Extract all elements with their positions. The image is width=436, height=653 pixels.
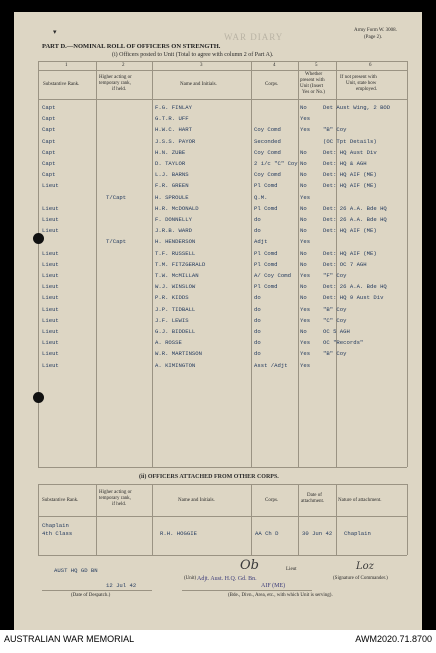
grid-line <box>38 467 407 468</box>
cell-name: F.R. GREEN <box>155 182 189 190</box>
header-absent-3: employed. <box>356 87 377 92</box>
cell-employed: Det Aust Wing, 2 BOD <box>323 104 391 111</box>
cell-name: H.R. McDONALD <box>155 204 199 212</box>
header-present-2: present with <box>300 78 325 83</box>
cell-rank: Lieut <box>42 216 59 223</box>
officer-title: Adjt. Aust. H.Q. Gd. Bn. <box>197 576 257 582</box>
cell-present: No <box>300 204 307 212</box>
cell-employed: (OC Tpt Details) <box>323 137 377 145</box>
col-number: 4 <box>273 63 276 68</box>
cell-rank: Lieut <box>42 361 59 369</box>
cell-rank: Capt <box>42 126 56 134</box>
header-absent-2: Unit, state how <box>346 81 377 86</box>
cell-present: No <box>300 104 307 111</box>
cell-present: No <box>300 294 307 302</box>
ii-header-date-2: attachment. <box>301 499 325 504</box>
cell-rank: Lieut <box>42 272 59 279</box>
punch-hole <box>33 233 44 244</box>
cell-rank: Lieut <box>42 316 59 324</box>
cell-present: No <box>300 283 307 291</box>
punch-hole <box>33 392 44 403</box>
cell-name: J.R.B. WARD <box>155 227 192 235</box>
cell-employed: "B" Coy <box>323 126 347 134</box>
cell-rank: Lieut <box>42 339 59 347</box>
header-acting-2: temporary rank, <box>99 81 131 86</box>
col-number: 1 <box>65 63 68 68</box>
grid-line <box>38 70 407 71</box>
grid-line <box>38 555 407 556</box>
despatch-date: 12 Jul 42 <box>106 582 137 589</box>
cell-rank: Lieut <box>42 294 59 302</box>
col-number: 6 <box>369 63 372 68</box>
ii-header-acting-1: Higher acting or <box>99 490 132 495</box>
ii-cell-nature: Chaplain <box>344 530 371 537</box>
unit-name: AUST HQ GD BN <box>54 567 98 574</box>
cell-employed: Det: HQ AIF (ME) <box>323 171 377 179</box>
cell-name: F.G. FINLAY <box>155 104 192 111</box>
grid-line <box>38 484 39 555</box>
cell-name: J.P. TIDBALL <box>155 305 196 313</box>
cell-rank: Lieut <box>42 182 59 190</box>
cell-employed: "C" Coy <box>323 316 347 324</box>
header-acting-1: Higher acting or <box>99 75 132 80</box>
ii-cell-rank-2: 4th Class <box>42 530 73 537</box>
cell-name: J.S.S. PAYOR <box>155 137 196 145</box>
cell-employed: Det: OC 7 AGH <box>323 260 367 268</box>
header-acting-3: if held. <box>112 87 127 92</box>
grid-line <box>38 61 39 467</box>
ii-header-acting-2: temporary rank, <box>99 496 131 501</box>
cell-employed: Det: HQ & AGH <box>323 160 367 167</box>
grid-line <box>407 484 408 555</box>
cell-corps: Coy Comd <box>254 148 281 156</box>
grid-line <box>96 61 97 467</box>
grid-line <box>251 61 252 467</box>
commander-signature: Loz <box>356 561 374 572</box>
cell-name: L.J. BARNS <box>155 171 189 179</box>
cell-present: Yes <box>300 272 311 279</box>
cell-name: P.R. KIDDS <box>155 294 189 302</box>
cell-present: Yes <box>300 316 311 324</box>
cell-acting: T/Capt <box>106 238 127 246</box>
cell-present: No <box>300 171 307 179</box>
cell-employed: "B" Coy <box>323 305 347 313</box>
cell-corps: Pl Comd <box>254 249 278 257</box>
cell-name: D. TAYLOR <box>155 160 186 167</box>
cell-name: T.W. McMILLAN <box>155 272 199 279</box>
cell-acting: T/Capt <box>106 193 127 201</box>
officer-force: AIF (ME) <box>261 583 286 589</box>
col-number: 3 <box>200 63 203 68</box>
cell-present: No <box>300 227 307 235</box>
cell-rank: Lieut <box>42 249 59 257</box>
cell-corps: Pl Comd <box>254 204 278 212</box>
part-d-subtitle: (i) Officers posted to Unit (Total to agree with column 2 of Part A). <box>112 52 274 58</box>
cell-name: W.J. WINSLOW <box>155 283 196 291</box>
cell-rank: Lieut <box>42 260 59 268</box>
war-diary-stamp: WAR DIARY <box>224 32 284 42</box>
document-page <box>14 12 422 630</box>
cell-present: Yes <box>300 305 311 313</box>
cell-employed: Det: HQ AIF (ME) <box>323 182 377 190</box>
cell-present: No <box>300 249 307 257</box>
cell-employed: Det: 26 A.A. Bde HQ <box>323 204 387 212</box>
cell-corps: do <box>254 316 261 324</box>
cell-name: W.R. MARTINSON <box>155 350 202 358</box>
grid-line <box>38 516 407 517</box>
cell-name: A. ROSSE <box>155 339 182 347</box>
ii-header-name: Name and Initials. <box>178 498 215 503</box>
grid-line <box>38 61 407 62</box>
header-present-4: Yes or No.) <box>302 90 325 95</box>
grid-line <box>336 484 337 555</box>
officer-stamp-rank: Lieut <box>286 567 297 572</box>
cell-name: G.J. BIDDELL <box>155 328 196 335</box>
cell-name: T.M. FITZGERALD <box>155 260 206 268</box>
cell-rank: Lieut <box>42 328 59 335</box>
despatch-date-label: (Date of Despatch.) <box>71 593 111 598</box>
header-absent-1: If not present with <box>340 75 377 80</box>
caption-right: AWM2020.71.8700 <box>355 634 432 644</box>
form-ref-line2: (Page 2). <box>364 35 383 40</box>
cell-corps: Seconded <box>254 137 281 145</box>
cell-present: No <box>300 182 307 190</box>
grid-line <box>152 61 153 467</box>
part-ii-title: (ii) OFFICERS ATTACHED FROM OTHER CORPS. <box>139 474 279 480</box>
cell-present: No <box>300 328 307 335</box>
grid-line <box>38 99 407 100</box>
cell-name: J.F. LEWIS <box>155 316 189 324</box>
cell-corps: do <box>254 350 261 358</box>
ii-header-nature: Nature of attachment. <box>338 498 382 503</box>
cell-present: Yes <box>300 350 311 358</box>
cell-present: Yes <box>300 339 311 347</box>
cell-rank: Lieut <box>42 227 59 235</box>
grid-line <box>251 484 252 555</box>
cell-rank: Lieut <box>42 204 59 212</box>
cell-corps: Pl Comd <box>254 283 278 291</box>
cell-name: H. HENDERSON <box>155 238 196 246</box>
cell-corps: do <box>254 328 261 335</box>
cell-employed: Det: HQ AIF (ME) <box>323 249 377 257</box>
signature-label: (Signature of Commander.) <box>333 576 388 581</box>
ii-cell-name: R.H. HOGGIE <box>160 530 197 537</box>
cell-present: No <box>300 148 307 156</box>
cell-corps: Adjt <box>254 238 268 246</box>
header-present-1: Whether <box>305 72 323 77</box>
header-name: Name and Initials. <box>180 82 217 87</box>
cell-corps: do <box>254 339 261 347</box>
grid-line <box>298 61 299 467</box>
cell-employed: OC "Records" <box>323 339 364 347</box>
cell-present: Yes <box>300 361 311 369</box>
header-corps: Corps. <box>265 82 279 87</box>
cell-name: F. DONNELLY <box>155 216 192 223</box>
unit-prefix-label: (Unit) <box>184 576 197 581</box>
cell-employed: "B" Coy <box>323 350 347 358</box>
ii-header-rank: Substantive Rank. <box>42 498 79 503</box>
cell-corps: 2 i/c "C" Coy <box>254 160 298 167</box>
cell-corps: A/ Coy Comd <box>254 272 291 279</box>
cell-name: H. SPROULE <box>155 193 189 201</box>
grid-line <box>38 484 407 485</box>
cell-rank: Lieut <box>42 350 59 358</box>
cell-employed: Det: 26 A.A. Bde HQ <box>323 283 387 291</box>
unit-underline <box>182 590 312 591</box>
cell-corps: Coy Comd <box>254 126 281 134</box>
cell-employed: Det: HQ 9 Aust Div <box>323 294 384 302</box>
cell-employed: OC 5 AGH <box>323 328 350 335</box>
header-rank: Substantive Rank. <box>43 82 80 87</box>
cell-name: G.T.R. UFF <box>155 115 189 123</box>
form-ref-line1: Army Form W. 3008. <box>354 28 397 33</box>
cell-corps: Q.M. <box>254 193 268 201</box>
bde-label: (Bde., Divn., Area, etc., with which Unit is serving). <box>228 593 333 598</box>
corner-mark-icon: ▾ <box>53 28 57 36</box>
cell-present: Yes <box>300 193 311 201</box>
cell-corps: do <box>254 227 261 235</box>
cell-name: H.W.C. HART <box>155 126 192 134</box>
cell-present: Yes <box>300 115 311 123</box>
cell-employed: "F" Coy <box>323 272 347 279</box>
cell-present: Yes <box>300 126 311 134</box>
cell-rank: Lieut <box>42 305 59 313</box>
cell-present: No <box>300 260 307 268</box>
ii-cell-corps: AA Ch D <box>255 530 279 537</box>
cell-present: No <box>300 160 307 167</box>
cell-rank: Capt <box>42 171 56 179</box>
grid-line <box>96 484 97 555</box>
cell-present: Yes <box>300 238 311 246</box>
part-d-title: PART D.—NOMINAL ROLL OF OFFICERS ON STRENGTH. <box>42 43 221 50</box>
date-underline <box>42 590 152 591</box>
grid-line <box>407 61 408 467</box>
grid-line <box>152 484 153 555</box>
cell-corps: do <box>254 305 261 313</box>
ii-cell-date: 30 Jun 42 <box>302 530 333 537</box>
ii-header-corps: Corps. <box>265 498 279 503</box>
caption-left: AUSTRALIAN WAR MEMORIAL <box>4 634 135 644</box>
cell-corps: Coy Comd <box>254 171 281 179</box>
cell-name: H.N. ZUBE <box>155 148 186 156</box>
cell-rank: Capt <box>42 137 56 145</box>
cell-rank: Capt <box>42 148 56 156</box>
col-number: 5 <box>315 63 318 68</box>
caption-bar <box>0 630 436 653</box>
cell-corps: Pl Comd <box>254 182 278 190</box>
col-number: 2 <box>122 63 125 68</box>
header-present-3: Unit (Insert <box>300 84 324 89</box>
cell-employed: Det: 26 A.A. Bde HQ <box>323 216 387 223</box>
cell-rank: Capt <box>42 104 56 111</box>
cell-name: T.F. RUSSELL <box>155 249 196 257</box>
ii-header-date-1: Date of <box>307 493 322 498</box>
ii-cell-rank-1: Chaplain <box>42 522 69 529</box>
cell-corps: Asst /Adjt <box>254 361 288 369</box>
cell-rank: Capt <box>42 115 56 123</box>
cell-corps: do <box>254 294 261 302</box>
cell-corps: Pl Comd <box>254 260 278 268</box>
cell-employed: Det: HQ Aust Div <box>323 148 377 156</box>
grid-line <box>298 484 299 555</box>
cell-employed: Det: HQ AIF (ME) <box>323 227 377 235</box>
ii-header-acting-3: if held. <box>112 502 127 507</box>
cell-rank: Lieut <box>42 283 59 291</box>
cell-present: No <box>300 216 307 223</box>
cell-corps: do <box>254 216 261 223</box>
cell-name: A. KIMINGTON <box>155 361 196 369</box>
officer-signature: Ob <box>240 558 259 573</box>
cell-rank: Capt <box>42 160 56 167</box>
